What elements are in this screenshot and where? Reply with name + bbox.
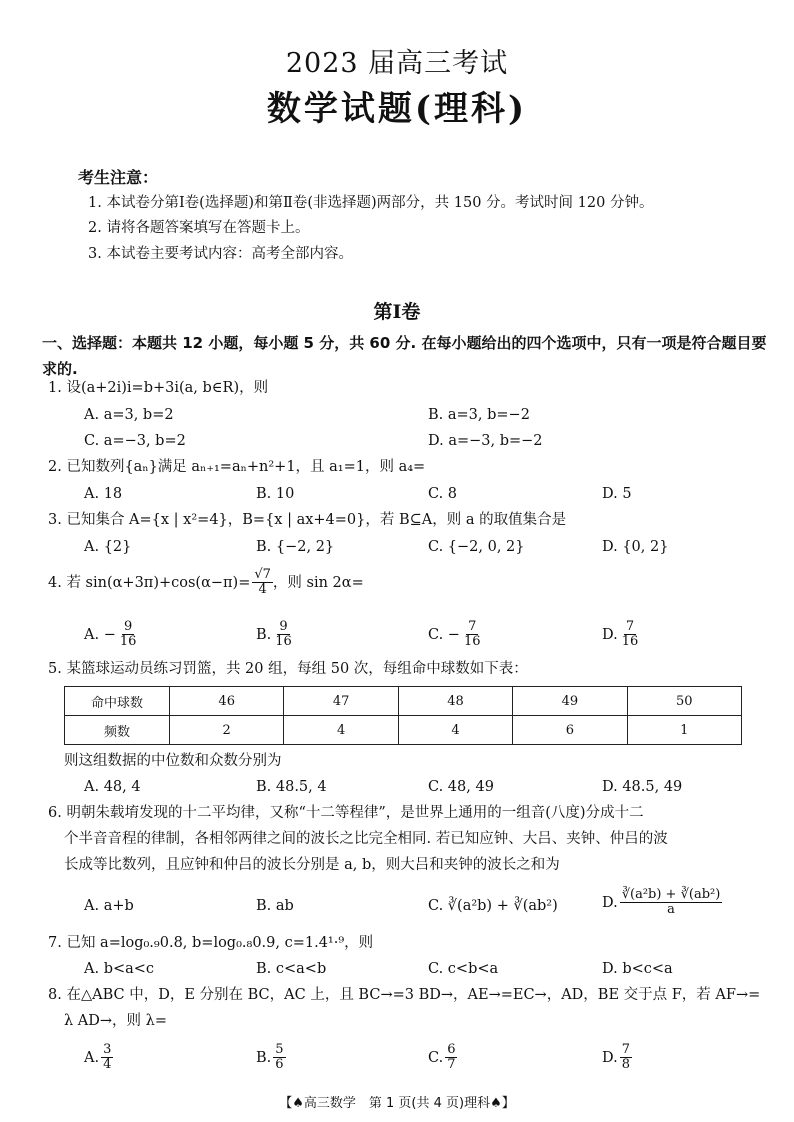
q5-followup: 则这组数据的中位数和众数分别为 xyxy=(64,753,282,769)
notice-item-3: 3. 本试卷主要考试内容：高考全部内容。 xyxy=(88,246,353,262)
q4-option-a xyxy=(84,620,138,650)
q6-d-den: a xyxy=(667,902,675,918)
q6-option-c: C. ∛(a²b) + ∛(ab²) xyxy=(428,898,558,914)
q4-c-fraction xyxy=(462,620,483,650)
q4-stem-post: ，则 sin 2α= xyxy=(272,574,364,591)
q5-option-b: B. 48.5, 4 xyxy=(256,779,327,795)
question-1-stem: 1. 设(a+2i)i=b+3i(a, b∈R)，则 xyxy=(48,380,269,396)
q8-b-den: 6 xyxy=(275,1057,284,1073)
q4-option-c xyxy=(428,620,483,650)
question-3-stem: 3. 已知集合 A={x | x²=4}，B={x | ax+4=0}，若 B⊆A，则 a 的取值集合是 xyxy=(48,512,567,528)
q4-d-num: 7 xyxy=(625,619,635,634)
q4-a-label: A. − xyxy=(84,626,116,643)
question-5-stem: 5. 某篮球运动员练习罚篮，共 20 组，每组 50 次，每组命中球数如下表： xyxy=(48,661,528,677)
q4-c-label: C. − xyxy=(428,626,460,643)
q1-option-b: B. a=3, b=−2 xyxy=(428,407,530,423)
question-7-stem: 7. 已知 a=log₀.₉0.8, b=log₀.₈0.9, c=1.4¹·⁹，则 xyxy=(48,935,374,951)
notice-item-2: 2. 请将各题答案填写在答题卡上。 xyxy=(88,220,310,236)
q8-c-fraction xyxy=(445,1043,457,1073)
q7-option-a: A. b<a<c xyxy=(84,961,155,977)
q2-option-d: D. 5 xyxy=(602,486,632,502)
q4-b-num: 9 xyxy=(279,619,288,634)
q3-option-c: C. {−2, 0, 2} xyxy=(428,539,525,555)
q4-stem-pre: 4. 若 sin(α+3π)+cos(α−π)= xyxy=(48,574,251,591)
notice-heading: 考生注意： xyxy=(78,168,159,187)
q8-b-fraction xyxy=(273,1043,285,1073)
q4-b-fraction xyxy=(273,620,294,650)
q8-a-fraction xyxy=(101,1043,113,1073)
q7-option-d: D. b<c<a xyxy=(602,961,673,977)
table-cell: 1 xyxy=(627,716,741,745)
q5-option-c: C. 48, 49 xyxy=(428,779,494,795)
volume-heading: 第Ⅰ卷 xyxy=(373,301,421,323)
q4-a-fraction xyxy=(118,620,139,650)
q8-c-label: C. xyxy=(428,1049,444,1066)
table-cell: 4 xyxy=(284,716,398,745)
q3-option-b: B. {−2, 2} xyxy=(256,539,335,555)
table-cell: 频数 xyxy=(65,716,170,745)
q1-option-c: C. a=−3, b=2 xyxy=(84,433,186,449)
q4-d-den: 16 xyxy=(621,634,639,650)
q1-option-a: A. a=3, b=2 xyxy=(84,407,174,423)
q4-option-b xyxy=(256,620,294,650)
q4-stem-fraction xyxy=(252,568,273,598)
q8-option-d xyxy=(602,1043,632,1073)
table-cell: 49 xyxy=(513,687,627,716)
question-8-line-2: λ AD→，则 λ= xyxy=(64,1013,167,1029)
table-cell: 47 xyxy=(284,687,398,716)
q2-option-a: A. 18 xyxy=(84,486,123,502)
q8-a-den: 4 xyxy=(103,1057,112,1073)
q2-option-b: B. 10 xyxy=(256,486,295,502)
question-6-line-3: 长成等比数列，且应钟和仲吕的波长分别是 a, b，则大吕和夹钟的波长之和为 xyxy=(64,857,560,873)
section-instruction: 一、选择题：本题共 12 小题，每小题 5 分，共 60 分. 在每小题给出的四个选项中，只有一项是符合题目要求的. xyxy=(42,334,767,378)
q1-option-d: D. a=−3, b=−2 xyxy=(428,433,543,449)
q8-a-label: A. xyxy=(84,1049,100,1066)
table-cell: 命中球数 xyxy=(65,687,170,716)
q3-option-a: A. {2} xyxy=(84,539,132,555)
question-8-line-1: 8. 在△ABC 中，D，E 分别在 BC，AC 上，且 BC→=3 BD→，AE→=EC→，AD，BE 交于点 F，若 AF→= xyxy=(48,987,761,1003)
q8-option-b xyxy=(256,1043,286,1073)
table-cell: 4 xyxy=(398,716,512,745)
q6-option-d xyxy=(602,888,722,918)
table-cell: 2 xyxy=(170,716,284,745)
table-cell: 6 xyxy=(513,716,627,745)
q8-c-den: 7 xyxy=(447,1057,456,1073)
q5-option-a: A. 48, 4 xyxy=(84,779,141,795)
q4-b-label: B. xyxy=(256,626,272,643)
page-footer: 【♠高三数学 第 1 页(共 4 页)理科♠】 xyxy=(279,1096,515,1111)
question-4-stem xyxy=(48,568,364,598)
q4-d-fraction xyxy=(620,620,641,650)
exam-subtitle: 数学试题(理科) xyxy=(266,89,528,129)
q2-option-c: C. 8 xyxy=(428,486,458,502)
q8-a-num: 3 xyxy=(103,1042,112,1057)
table-row xyxy=(65,687,742,716)
question-2-stem: 2. 已知数列{aₙ}满足 aₙ₊₁=aₙ+n²+1，且 a₁=1，则 a₄= xyxy=(48,459,426,475)
q6-option-a: A. a+b xyxy=(84,898,134,914)
q4-d-label: D. xyxy=(602,626,618,643)
table-cell: 50 xyxy=(627,687,741,716)
q4-b-den: 16 xyxy=(275,634,292,650)
q6-d-num: ∛(a²b) + ∛(ab²) xyxy=(621,887,721,902)
q8-option-c xyxy=(428,1043,457,1073)
q4-stem-frac-num: √7 xyxy=(254,567,271,582)
question-6-line-1: 6. 明朝朱载堉发现的十二平均律，又称“十二等程律”，是世界上通用的一组音(八度)分成十二 xyxy=(48,805,644,821)
q6-d-fraction xyxy=(620,888,723,918)
q8-c-num: 6 xyxy=(447,1042,456,1057)
q7-option-c: C. c<b<a xyxy=(428,961,499,977)
q7-option-b: B. c<a<b xyxy=(256,961,327,977)
q3-option-d: D. {0, 2} xyxy=(602,539,669,555)
notice-item-1: 1. 本试卷分第Ⅰ卷(选择题)和第Ⅱ卷(非选择题)两部分，共 150 分。考试时间 120 分钟。 xyxy=(88,195,654,211)
table-cell: 46 xyxy=(170,687,284,716)
q8-b-num: 5 xyxy=(275,1042,284,1057)
table-row xyxy=(65,716,742,745)
q4-stem-frac-den: 4 xyxy=(258,582,267,598)
question-6-line-2: 个半音音程的律制，各相邻两律之间的波长之比完全相同. 若已知应钟、大吕、夹钟、仲吕的波 xyxy=(64,831,668,847)
q8-d-fraction xyxy=(620,1043,632,1073)
exam-title: 2023 届高三考试 xyxy=(285,48,509,79)
q8-d-den: 8 xyxy=(621,1057,630,1073)
q6-option-b: B. ab xyxy=(256,898,294,914)
q8-d-label: D. xyxy=(602,1049,618,1066)
q8-b-label: B. xyxy=(256,1049,272,1066)
q4-c-den: 16 xyxy=(463,634,481,650)
q8-d-num: 7 xyxy=(621,1042,630,1057)
q4-c-num: 7 xyxy=(468,619,477,634)
q8-option-a xyxy=(84,1043,113,1073)
q4-option-d xyxy=(602,620,640,650)
table-cell: 48 xyxy=(398,687,512,716)
hit-frequency-table xyxy=(64,686,742,745)
q5-option-d: D. 48.5, 49 xyxy=(602,779,683,795)
q6-d-label: D. xyxy=(602,894,618,911)
q4-a-num: 9 xyxy=(123,619,133,634)
q4-a-den: 16 xyxy=(119,634,137,650)
